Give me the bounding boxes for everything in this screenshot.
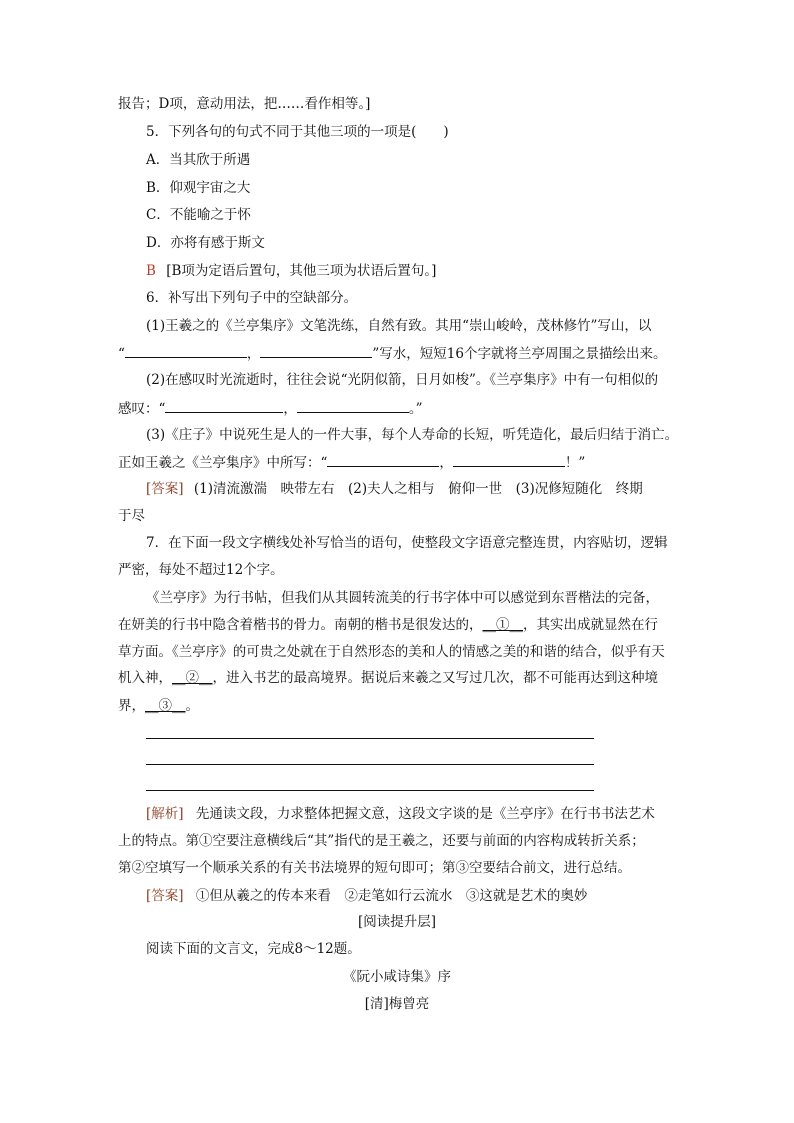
fill-blank[interactable]: [260, 344, 372, 358]
answer-6-continued: 于尽: [118, 508, 145, 524]
answer-6: [146, 481, 643, 497]
passage-line: [118, 698, 199, 714]
text-segment: 正如王羲之《兰亭集序》中所写：“: [118, 455, 328, 471]
text-segment: 感叹：“: [118, 401, 166, 417]
question-6-2: (2)在感叹时光流逝时，往往会说“光阴似箭，日月如梭”。《兰亭集序》中有一句相似的: [146, 372, 659, 388]
question-6: 6．补写出下列句子中的空缺部分。: [146, 290, 358, 306]
question-7: 7．在下面一段文字横线处补写恰当的语句，使整段文字语意完整连贯，内容贴切，逻辑: [146, 535, 668, 551]
text-segment: 在妍美的行书中隐含着楷书的骨力。南朝的楷书是很发达的，: [118, 617, 483, 633]
analysis-text: 先通读文段，力求整体把握文意，这段文字谈的是《兰亭序》在行书书法艺术: [195, 806, 655, 822]
answer-explanation: [B项为定语后置句，其他三项为状语后置句。]: [166, 263, 437, 279]
text-segment: ”写水，短短16个字就将兰亭周围之景描绘出来。: [372, 346, 667, 362]
analysis-tag: [解析]: [146, 806, 184, 822]
fill-blank[interactable]: [453, 453, 565, 467]
text-segment: 界，: [118, 698, 145, 714]
question-6-2-blanks: [118, 399, 423, 417]
fill-blank[interactable]: [165, 399, 283, 413]
blank-3[interactable]: __③__: [145, 698, 186, 714]
answer-line[interactable]: [146, 790, 594, 791]
answer-5: [146, 263, 436, 279]
text-line: 报告；D项，意动用法，把……看作相等。]: [118, 96, 371, 112]
answer-text: (1)清流激湍 映带左右 (2)夫人之相与 俯仰一世 (3)况修短随化 终期: [193, 481, 643, 497]
analysis-line: 第②空填写一个顺承关系的有关书法境界的短句即可；第③空要结合前文，进行总结。: [118, 860, 631, 876]
answer-text: ①但从羲之的传本来看 ②走笔如行云流水 ③这就是艺术的奥妙: [195, 888, 588, 904]
analysis: [146, 806, 655, 822]
question-6-1: (1)王羲之的《兰亭集序》文笔洗练，自然有致。其用“崇山峻岭，茂林修竹”写山，以: [146, 318, 652, 334]
text-segment: 。: [185, 698, 199, 714]
option-c: C．不能喻之于怀: [146, 207, 251, 223]
question-5: 5．下列各句的句式不同于其他三项的一项是( ): [146, 124, 449, 140]
section-heading: [阅读提升层]: [357, 914, 437, 930]
option-b: B．仰观宇宙之大: [146, 180, 251, 196]
passage-author: [清]梅曾亮: [364, 996, 430, 1012]
answer-tag: [答案]: [146, 888, 184, 904]
passage-line: [118, 617, 658, 633]
comma: ，: [283, 401, 297, 417]
quote-open: “: [118, 346, 125, 362]
text-segment: ！”: [564, 455, 586, 471]
option-d: D．亦将有感于斯文: [146, 235, 265, 251]
answer-letter: B: [146, 263, 156, 279]
passage-line: 草方面。《兰亭序》的可贵之处就在于自然形态的美和人的情感之美的和谐的结合，似乎有天: [118, 644, 665, 660]
fill-blank[interactable]: [125, 344, 247, 358]
text-segment: ，进入书艺的最高境界。据说后来羲之又写过几次，都不可能再达到这种境: [212, 670, 658, 686]
answer-line[interactable]: [146, 738, 594, 739]
question-6-3-blanks: [118, 453, 585, 471]
fill-blank[interactable]: [297, 399, 409, 413]
passage-title: 《阮小咸诗集》序: [343, 969, 451, 985]
question-6-1-blanks: [118, 344, 667, 362]
answer-line[interactable]: [146, 764, 594, 765]
answer-7: [146, 888, 587, 904]
comma: ，: [246, 346, 261, 362]
question-6-3: (3)《庄子》中说死生是人的一件大事，每个人寿命的长短，听凭造化，最后归结于消亡。: [146, 427, 679, 443]
option-a: A．当其欣于所遇: [146, 152, 251, 168]
text-segment: ，其实出成就显然在行: [523, 617, 658, 633]
passage-line: 《兰亭序》为行书帖，但我们从其圆转流美的行书字体中可以感觉到东晋楷法的完备，: [146, 590, 659, 606]
analysis-line: 上的特点。第①空要注意横线后“其”指代的是王羲之，还要与前面的内容构成转折关系；: [118, 833, 645, 849]
instruction: 阅读下面的文言文，完成8～12题。: [146, 941, 361, 957]
fill-blank[interactable]: [327, 453, 439, 467]
blank-2[interactable]: __②__: [172, 670, 213, 686]
question-7-cont: 严密，每处不超过12个字。: [118, 562, 284, 578]
comma: ，: [439, 455, 453, 471]
answer-tag: [答案]: [146, 481, 184, 497]
blank-1[interactable]: __①__: [482, 617, 523, 633]
text-segment: 机入神，: [118, 670, 172, 686]
text-segment: 。”: [408, 401, 423, 417]
passage-line: [118, 670, 658, 686]
